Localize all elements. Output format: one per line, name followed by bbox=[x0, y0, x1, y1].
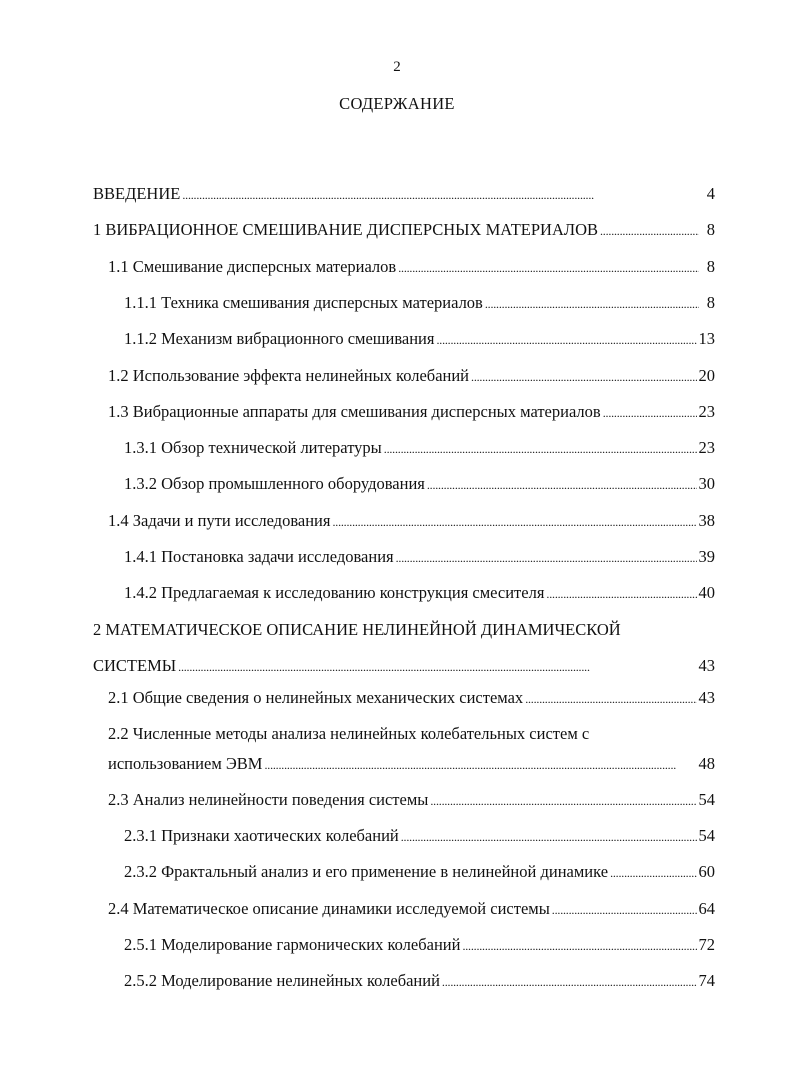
toc-entry-page: 13 bbox=[698, 329, 715, 348]
toc-entry-page: 54 bbox=[698, 826, 715, 845]
toc-entry-page: 43 bbox=[698, 688, 715, 707]
toc-entry-title: 2.5.1 Моделирование гармонических колебаний bbox=[124, 935, 461, 954]
toc-entry-page: 30 bbox=[698, 474, 715, 493]
toc-entry-title: 1.3 Вибрационные аппараты для смешивания дисперсных материалов bbox=[108, 402, 601, 421]
dot-leader bbox=[264, 754, 696, 775]
toc-entry-title: 1.4 Задачи и пути исследования bbox=[108, 511, 331, 530]
dot-leader bbox=[436, 329, 696, 350]
toc-entry-2-4[interactable] bbox=[108, 899, 715, 920]
toc-entry-page: 48 bbox=[698, 754, 715, 773]
toc-entry-introduction[interactable] bbox=[93, 184, 715, 205]
toc-entry-1-2[interactable] bbox=[108, 366, 715, 387]
dot-leader bbox=[182, 184, 699, 205]
toc-entry-2-5-1[interactable] bbox=[124, 935, 715, 956]
toc-entry-title: 1.4.2 Предлагаемая к исследованию конструкция смесителя bbox=[124, 583, 545, 602]
toc-entry-page: 72 bbox=[698, 935, 715, 954]
toc-entry-title: 1.3.2 Обзор промышленного оборудования bbox=[124, 474, 425, 493]
toc-entry-2-3-2[interactable] bbox=[124, 862, 715, 883]
dot-leader bbox=[546, 583, 696, 604]
toc-entry-page: 4 bbox=[706, 184, 715, 203]
toc-entry-1-3-2[interactable] bbox=[124, 474, 715, 495]
dot-leader bbox=[401, 826, 697, 847]
toc-entry-title: 1.1.1 Техника смешивания дисперсных материалов bbox=[124, 293, 483, 312]
toc-entry-title-line1: 2 МАТЕМАТИЧЕСКОЕ ОПИСАНИЕ НЕЛИНЕЙНОЙ ДИНАМИЧЕСКОЙ bbox=[93, 620, 621, 639]
dot-leader bbox=[462, 935, 696, 956]
toc-entry-title: 1.3.1 Обзор технической литературы bbox=[124, 438, 382, 457]
toc-entry-page: 8 bbox=[706, 220, 715, 239]
toc-entry-title: 2.1 Общие сведения о нелинейных механических системах bbox=[108, 688, 524, 707]
toc-entry-page: 43 bbox=[698, 656, 715, 675]
toc-entry-1-1-1[interactable] bbox=[124, 293, 715, 314]
toc-entry-1-4-1[interactable] bbox=[124, 547, 715, 568]
toc-entry-title: 2.4 Математическое описание динамики исследуемой системы bbox=[108, 899, 550, 918]
toc-entry-1-1-2[interactable] bbox=[124, 329, 715, 350]
toc-entry-title-line1: 2.2 Численные методы анализа нелинейных колебательных систем с bbox=[108, 724, 590, 743]
toc-entry-page: 60 bbox=[698, 862, 715, 881]
toc-entry-page: 39 bbox=[698, 547, 715, 566]
toc-entry-title: 2.3.2 Фрактальный анализ и его применение в нелинейной динамике bbox=[124, 862, 609, 881]
dot-leader bbox=[552, 899, 697, 920]
toc-entry-title: 1.2 Использование эффекта нелинейных колебаний bbox=[108, 366, 470, 385]
toc-entry-2-3[interactable] bbox=[108, 790, 715, 811]
toc-entry-title: 2.5.2 Моделирование нелинейных колебаний bbox=[124, 971, 440, 990]
toc-entry-page: 8 bbox=[706, 257, 715, 276]
dot-leader bbox=[430, 790, 696, 811]
toc-entry-1-3[interactable] bbox=[108, 402, 715, 423]
toc-entry-title: ВВЕДЕНИЕ bbox=[93, 184, 181, 203]
toc-entry-1-4[interactable] bbox=[108, 511, 715, 532]
page-title: СОДЕРЖАНИЕ bbox=[339, 94, 455, 113]
dot-leader bbox=[427, 474, 697, 495]
toc-entry-2-5-2[interactable] bbox=[124, 971, 715, 992]
toc-entry-page: 23 bbox=[698, 402, 715, 421]
page-number: 2 bbox=[393, 59, 401, 75]
toc-entry-title: 2.3 Анализ нелинейности поведения системы bbox=[108, 790, 429, 809]
dot-leader bbox=[485, 293, 699, 314]
dot-leader bbox=[396, 547, 697, 568]
toc-entry-2-3-1[interactable] bbox=[124, 826, 715, 847]
toc-entry-page: 54 bbox=[698, 790, 715, 809]
toc-entry-2-1[interactable] bbox=[108, 688, 715, 709]
toc-entry-1-1[interactable] bbox=[108, 257, 715, 278]
dot-leader bbox=[600, 220, 699, 241]
toc-entry-title: 1 ВИБРАЦИОННОЕ СМЕШИВАНИЕ ДИСПЕРСНЫХ МАТЕРИАЛОВ bbox=[93, 220, 598, 239]
toc-entry-page: 40 bbox=[698, 583, 715, 602]
toc-entry-page: 20 bbox=[698, 366, 715, 385]
toc-entry-page: 38 bbox=[698, 511, 715, 530]
toc-entry-title: 1.1.2 Механизм вибрационного смешивания bbox=[124, 329, 435, 348]
toc-entry-title: 1.1 Смешивание дисперсных материалов bbox=[108, 257, 397, 276]
dot-leader bbox=[610, 862, 696, 883]
toc-entry-title: 1.4.1 Постановка задачи исследования bbox=[124, 547, 394, 566]
dot-leader bbox=[398, 257, 699, 278]
toc-entry-chapter-1[interactable] bbox=[93, 220, 715, 241]
toc-entry-chapter-2[interactable] bbox=[93, 620, 715, 677]
dot-leader bbox=[442, 971, 697, 992]
toc-entry-page: 64 bbox=[698, 899, 715, 918]
dot-leader bbox=[178, 656, 696, 677]
toc-entry-page: 8 bbox=[706, 293, 715, 312]
dot-leader bbox=[525, 688, 696, 709]
toc-entry-title-line2: СИСТЕМЫ bbox=[93, 656, 177, 675]
toc-entry-2-2[interactable] bbox=[108, 724, 715, 775]
toc-entry-page: 74 bbox=[698, 971, 715, 990]
dot-leader bbox=[332, 511, 696, 532]
dot-leader bbox=[603, 402, 697, 423]
dot-leader bbox=[384, 438, 697, 459]
dot-leader bbox=[471, 366, 696, 387]
toc-entry-page: 23 bbox=[698, 438, 715, 457]
toc-entry-1-4-2[interactable] bbox=[124, 583, 715, 604]
toc-entry-1-3-1[interactable] bbox=[124, 438, 715, 459]
toc-entry-title-line2: использованием ЭВМ bbox=[108, 754, 263, 773]
toc-entry-title: 2.3.1 Признаки хаотических колебаний bbox=[124, 826, 399, 845]
